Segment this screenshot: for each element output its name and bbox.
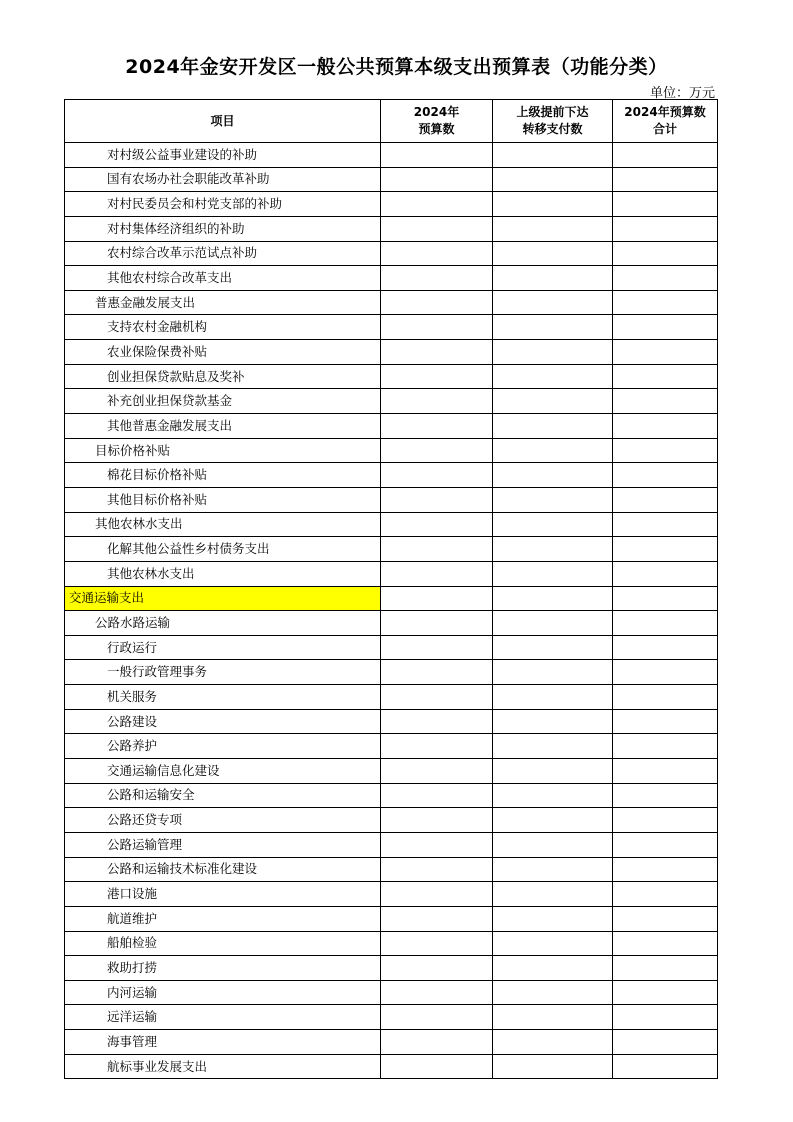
budget-2024-cell (381, 906, 493, 931)
header-total-2024 (613, 100, 718, 143)
transfer-payment-cell (493, 414, 613, 439)
item-cell: 农村综合改革示范试点补助 (65, 241, 381, 266)
budget-2024-cell (381, 1005, 493, 1030)
total-2024-cell (613, 512, 718, 537)
table-row (65, 216, 718, 241)
total-2024-cell (613, 734, 718, 759)
total-2024-cell (613, 660, 718, 685)
total-2024-cell (613, 709, 718, 734)
header-budget-2024 (381, 100, 493, 143)
budget-2024-cell (381, 315, 493, 340)
item-cell: 船舶检验 (65, 931, 381, 956)
item-cell: 公路水路运输 (65, 611, 381, 636)
item-cell: 农业保险保费补贴 (65, 340, 381, 365)
item-cell: 公路建设 (65, 709, 381, 734)
transfer-payment-cell (493, 709, 613, 734)
budget-2024-cell (381, 685, 493, 710)
total-2024-cell (613, 266, 718, 291)
transfer-payment-cell (493, 167, 613, 192)
transfer-payment-cell (493, 1005, 613, 1030)
item-cell: 内河运输 (65, 980, 381, 1005)
table-row (65, 882, 718, 907)
budget-2024-cell (381, 512, 493, 537)
header-budget-2024-label: 2024年 预算数 (413, 105, 460, 136)
budget-2024-cell (381, 931, 493, 956)
transfer-payment-cell (493, 882, 613, 907)
budget-2024-cell (381, 808, 493, 833)
budget-2024-cell (381, 167, 493, 192)
item-cell: 公路和运输技术标准化建设 (65, 857, 381, 882)
total-2024-cell (613, 364, 718, 389)
transfer-payment-cell (493, 685, 613, 710)
transfer-payment-cell (493, 832, 613, 857)
transfer-payment-cell (493, 143, 613, 168)
total-2024-cell (613, 808, 718, 833)
item-cell: 目标价格补贴 (65, 438, 381, 463)
budget-2024-cell (381, 1054, 493, 1079)
transfer-payment-cell (493, 315, 613, 340)
table-row (65, 832, 718, 857)
item-cell: 对村级公益事业建设的补助 (65, 143, 381, 168)
item-cell: 其他农林水支出 (65, 561, 381, 586)
budget-2024-cell (381, 438, 493, 463)
total-2024-cell (613, 857, 718, 882)
budget-2024-cell (381, 882, 493, 907)
item-cell: 交通运输信息化建设 (65, 759, 381, 784)
budget-2024-cell (381, 241, 493, 266)
item-cell: 一般行政管理事务 (65, 660, 381, 685)
table-row (65, 586, 718, 611)
item-cell: 对村集体经济组织的补助 (65, 216, 381, 241)
header-row (65, 100, 718, 143)
total-2024-cell (613, 438, 718, 463)
table-header (65, 100, 718, 143)
table-row (65, 487, 718, 512)
table-row (65, 438, 718, 463)
item-cell: 支持农村金融机构 (65, 315, 381, 340)
transfer-payment-cell (493, 611, 613, 636)
total-2024-cell (613, 685, 718, 710)
item-cell: 其他农林水支出 (65, 512, 381, 537)
total-2024-cell (613, 167, 718, 192)
table-row (65, 364, 718, 389)
table-row (65, 685, 718, 710)
total-2024-cell (613, 315, 718, 340)
header-transfer-payment (493, 100, 613, 143)
budget-2024-cell (381, 759, 493, 784)
item-cell: 港口设施 (65, 882, 381, 907)
total-2024-cell (613, 956, 718, 981)
total-2024-cell (613, 832, 718, 857)
item-cell: 对村民委员会和村党支部的补助 (65, 192, 381, 217)
item-cell: 创业担保贷款贴息及奖补 (65, 364, 381, 389)
transfer-payment-cell (493, 857, 613, 882)
transfer-payment-cell (493, 463, 613, 488)
transfer-payment-cell (493, 340, 613, 365)
table-row (65, 290, 718, 315)
budget-2024-cell (381, 709, 493, 734)
transfer-payment-cell (493, 561, 613, 586)
table-row (65, 167, 718, 192)
budget-2024-cell (381, 463, 493, 488)
item-cell: 航道维护 (65, 906, 381, 931)
item-cell: 公路养护 (65, 734, 381, 759)
transfer-payment-cell (493, 1030, 613, 1055)
table-row (65, 906, 718, 931)
table-row (65, 980, 718, 1005)
item-cell: 行政运行 (65, 635, 381, 660)
table-row (65, 1054, 718, 1079)
transfer-payment-cell (493, 192, 613, 217)
total-2024-cell (613, 783, 718, 808)
transfer-payment-cell (493, 216, 613, 241)
total-2024-cell (613, 414, 718, 439)
transfer-payment-cell (493, 1054, 613, 1079)
budget-2024-cell (381, 364, 493, 389)
table-row (65, 512, 718, 537)
budget-2024-cell (381, 980, 493, 1005)
budget-2024-cell (381, 586, 493, 611)
header-total-2024-label: 2024年预算数 合计 (624, 105, 706, 136)
transfer-payment-cell (493, 734, 613, 759)
transfer-payment-cell (493, 586, 613, 611)
item-cell: 公路运输管理 (65, 832, 381, 857)
budget-2024-cell (381, 389, 493, 414)
item-cell: 远洋运输 (65, 1005, 381, 1030)
item-cell: 机关服务 (65, 685, 381, 710)
table-row (65, 463, 718, 488)
transfer-payment-cell (493, 438, 613, 463)
budget-2024-cell (381, 266, 493, 291)
table-row (65, 389, 718, 414)
total-2024-cell (613, 340, 718, 365)
transfer-payment-cell (493, 487, 613, 512)
table-row (65, 561, 718, 586)
item-cell: 救助打捞 (65, 956, 381, 981)
total-2024-cell (613, 635, 718, 660)
budget-2024-cell (381, 660, 493, 685)
total-2024-cell (613, 192, 718, 217)
total-2024-cell (613, 241, 718, 266)
transfer-payment-cell (493, 537, 613, 562)
transfer-payment-cell (493, 364, 613, 389)
item-cell: 其他普惠金融发展支出 (65, 414, 381, 439)
budget-2024-cell (381, 832, 493, 857)
item-cell: 其他目标价格补贴 (65, 487, 381, 512)
table-body (65, 143, 718, 1079)
table-row (65, 857, 718, 882)
total-2024-cell (613, 1030, 718, 1055)
budget-2024-cell (381, 956, 493, 981)
header-item (65, 100, 381, 143)
total-2024-cell (613, 143, 718, 168)
budget-2024-cell (381, 537, 493, 562)
table-row (65, 956, 718, 981)
total-2024-cell (613, 586, 718, 611)
transfer-payment-cell (493, 783, 613, 808)
total-2024-cell (613, 290, 718, 315)
total-2024-cell (613, 1054, 718, 1079)
transfer-payment-cell (493, 660, 613, 685)
table-row (65, 808, 718, 833)
transfer-payment-cell (493, 266, 613, 291)
table-row (65, 266, 718, 291)
total-2024-cell (613, 980, 718, 1005)
table-row (65, 340, 718, 365)
budget-2024-cell (381, 783, 493, 808)
total-2024-cell (613, 906, 718, 931)
unit-label: 单位：万元 (649, 86, 715, 101)
item-cell: 航标事业发展支出 (65, 1054, 381, 1079)
total-2024-cell (613, 611, 718, 636)
budget-table (64, 99, 718, 1079)
total-2024-cell (613, 463, 718, 488)
transfer-payment-cell (493, 635, 613, 660)
budget-2024-cell (381, 734, 493, 759)
transfer-payment-cell (493, 512, 613, 537)
transfer-payment-cell (493, 980, 613, 1005)
item-cell: 补充创业担保贷款基金 (65, 389, 381, 414)
transfer-payment-cell (493, 931, 613, 956)
total-2024-cell (613, 389, 718, 414)
table-row (65, 414, 718, 439)
transfer-payment-cell (493, 759, 613, 784)
header-item-label: 项目 (210, 113, 235, 128)
total-2024-cell (613, 882, 718, 907)
item-cell: 化解其他公益性乡村债务支出 (65, 537, 381, 562)
item-cell: 公路和运输安全 (65, 783, 381, 808)
table-row (65, 1005, 718, 1030)
table-row (65, 931, 718, 956)
table-row (65, 143, 718, 168)
budget-2024-cell (381, 216, 493, 241)
table-row (65, 783, 718, 808)
budget-2024-cell (381, 143, 493, 168)
budget-2024-cell (381, 611, 493, 636)
item-cell: 棉花目标价格补贴 (65, 463, 381, 488)
item-cell: 海事管理 (65, 1030, 381, 1055)
budget-2024-cell (381, 340, 493, 365)
budget-2024-cell (381, 487, 493, 512)
transfer-payment-cell (493, 808, 613, 833)
table-row (65, 759, 718, 784)
transfer-payment-cell (493, 956, 613, 981)
budget-2024-cell (381, 635, 493, 660)
total-2024-cell (613, 537, 718, 562)
budget-2024-cell (381, 290, 493, 315)
budget-2024-cell (381, 857, 493, 882)
table-row (65, 315, 718, 340)
table-row (65, 635, 718, 660)
budget-2024-cell (381, 561, 493, 586)
item-cell: 其他农村综合改革支出 (65, 266, 381, 291)
total-2024-cell (613, 931, 718, 956)
total-2024-cell (613, 561, 718, 586)
item-cell: 交通运输支出 (65, 586, 381, 611)
table-row (65, 1030, 718, 1055)
table-row (65, 611, 718, 636)
table-row (65, 192, 718, 217)
transfer-payment-cell (493, 241, 613, 266)
transfer-payment-cell (493, 906, 613, 931)
item-cell: 国有农场办社会职能改革补助 (65, 167, 381, 192)
budget-2024-cell (381, 414, 493, 439)
total-2024-cell (613, 216, 718, 241)
table-row (65, 709, 718, 734)
header-transfer-payment-label: 上级提前下达 转移支付数 (516, 105, 589, 136)
total-2024-cell (613, 487, 718, 512)
page-title: 2024年金安开发区一般公共预算本级支出预算表（功能分类） (125, 56, 668, 78)
budget-2024-cell (381, 192, 493, 217)
transfer-payment-cell (493, 389, 613, 414)
total-2024-cell (613, 1005, 718, 1030)
table-row (65, 734, 718, 759)
table-row (65, 537, 718, 562)
table-row (65, 241, 718, 266)
item-cell: 公路还贷专项 (65, 808, 381, 833)
item-cell: 普惠金融发展支出 (65, 290, 381, 315)
budget-2024-cell (381, 1030, 493, 1055)
table-row (65, 660, 718, 685)
total-2024-cell (613, 759, 718, 784)
transfer-payment-cell (493, 290, 613, 315)
